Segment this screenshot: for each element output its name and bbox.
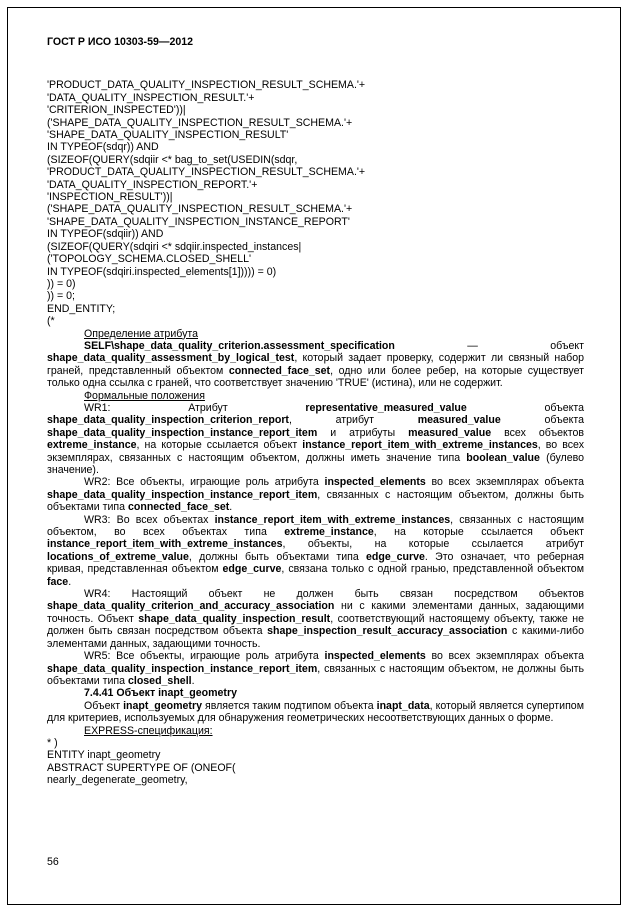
text-run: , связанных с настоящим объектом, во всех объектах типа [47, 513, 584, 539]
text-run: , должны быть объектами типа [188, 550, 367, 563]
express-code-top [47, 79, 584, 327]
term-bold: shape_data_quality_inspection_instance_report_item [47, 488, 318, 501]
text-run: , соответствующий настоящему объекту, также не должен быть связан посредством объекта [47, 612, 584, 638]
text-run: . [68, 575, 72, 588]
code-line: 'SHAPE_DATA_QUALITY_INSPECTION_INSTANCE_REPORT' [47, 215, 350, 228]
text-run: (булево значение). [47, 451, 584, 476]
text-run: , объекты, на которые ссылается атрибут [282, 538, 584, 551]
text-run: всех объектов [491, 426, 584, 439]
text-run: , который задает проверку, содержит ли связный набор граней, представленный объектом [47, 352, 584, 377]
text-run: объекта [500, 414, 584, 427]
text-run: во всех экземплярах объекта [425, 650, 584, 663]
code-line: ('TOPOLOGY_SCHEMA.CLOSED_SHELL' [47, 253, 252, 266]
page-content [47, 36, 584, 787]
code-line: * ) [47, 736, 58, 749]
term-bold: inapt_data [376, 699, 430, 712]
term-bold: instance_report_item_with_extreme_instances [302, 439, 538, 452]
page-number: 56 [47, 856, 59, 868]
doc-header: ГОСТ Р ИСО 10303-59—2012 [47, 36, 194, 48]
term-bold: locations_of_extreme_value [47, 550, 189, 563]
text-run: . Это означает, что реберная кривая, представленная объектом [47, 550, 584, 576]
text-run: , во всех экземплярах, связанных с настоящим объектом, должны иметь значение типа [47, 439, 585, 464]
attr-def-heading-text: Определение атрибута [84, 327, 199, 340]
term-bold: measured_value [417, 414, 501, 427]
text-run: ни с какими элементами данных, задающими точность. Объект [47, 600, 584, 625]
express-code-bottom [47, 737, 584, 787]
term-bold: connected_face_set [228, 364, 331, 377]
term-bold: edge_curve [222, 563, 282, 576]
formal-provisions-heading-text: Формальные положения [84, 389, 205, 402]
wr4-paragraph [47, 588, 584, 650]
section-7-4-41-heading: 7.4.41 Объект inapt_geometry [84, 687, 237, 700]
express-spec-heading-text: EXPRESS-спецификация: [84, 724, 213, 737]
text-run: с какими-либо элементами данных, задающими точность. [47, 625, 584, 650]
code-line: 'PRODUCT_DATA_QUALITY_INSPECTION_RESULT_SCHEMA.'+ [47, 166, 366, 179]
code-line: (* [47, 315, 55, 328]
text-run: , связанных с настоящим объектом, не должны быть объектами типа [47, 662, 584, 687]
text-run: во всех экземплярах объекта [425, 476, 584, 489]
code-line: ('SHAPE_DATA_QUALITY_INSPECTION_RESULT_SCHEMA.'+ [47, 116, 353, 129]
code-line: )) = 0; [47, 290, 75, 303]
code-line: END_ENTITY; [47, 302, 116, 315]
code-line: 'DATA_QUALITY_INSPECTION_REPORT.'+ [47, 178, 258, 191]
wr2-paragraph [47, 476, 584, 513]
term-bold: shape_data_quality_assessment_by_logical_test [47, 352, 295, 365]
term-bold: shape_data_quality_inspection_result [138, 612, 331, 625]
text-run: объекта [466, 401, 584, 414]
term-bold: closed_shell [127, 674, 192, 687]
code-line: IN TYPEOF(sdqiir)) AND [47, 228, 164, 241]
term-bold: boolean_value [466, 451, 540, 464]
text-run: , на которые ссылается объект [136, 439, 303, 452]
inapt-geometry-paragraph [47, 700, 584, 725]
text-run: WR1: Атрибут [84, 401, 306, 414]
term-bold: measured_value [408, 426, 492, 439]
text-run: WR3: Во всех объектах [84, 513, 215, 526]
text-run: Объект [84, 699, 124, 712]
code-line: ('SHAPE_DATA_QUALITY_INSPECTION_RESULT_SCHEMA.'+ [47, 203, 353, 216]
term-bold: shape_data_quality_inspection_instance_report_item [47, 662, 318, 675]
term-bold: SELF\shape_data_quality_criterion.assessment_specification [84, 339, 395, 352]
code-line: (SIZEOF(QUERY(sdqiri <* sdqiir.inspected_instances| [47, 240, 302, 253]
text-run: , атрибут [288, 414, 418, 427]
code-line: (SIZEOF(QUERY(sdqiir <* bag_to_set(USEDIN(sdqr, [47, 153, 298, 166]
code-line: IN TYPEOF(sdqiri.inspected_elements[1])))) = 0) [47, 265, 277, 278]
code-line: 'CRITERION_INSPECTED'))| [47, 104, 186, 117]
code-line: ENTITY inapt_geometry [47, 749, 161, 762]
code-line: 'PRODUCT_DATA_QUALITY_INSPECTION_RESULT_SCHEMA.'+ [47, 79, 366, 92]
text-run: WR5: Все объекты, играющие роль атрибута [84, 650, 325, 663]
text-run: и атрибуты [317, 426, 409, 439]
term-bold: inapt_geometry [123, 699, 202, 712]
text-run: WR4: Настоящий объект не должен быть связан посредством объектов [84, 588, 584, 601]
term-bold: shape_data_quality_criterion_and_accuracy_association [47, 600, 335, 613]
term-bold: edge_curve [366, 550, 425, 563]
attr-def-heading [47, 328, 584, 340]
term-bold: extreme_instance [47, 439, 137, 452]
term-bold: face [47, 575, 69, 588]
term-bold: inspected_elements [324, 476, 426, 489]
code-line: )) = 0) [47, 277, 76, 290]
text-run: является таким подтипом объекта [201, 699, 377, 712]
wr1-paragraph [47, 402, 584, 476]
term-bold: connected_face_set [127, 501, 230, 514]
text-run: . [229, 501, 233, 514]
formal-provisions-heading [47, 390, 584, 402]
code-line: 'DATA_QUALITY_INSPECTION_RESULT.'+ [47, 91, 255, 104]
term-bold: representative_measured_value [305, 401, 467, 414]
code-line: 'INSPECTION_RESULT'))| [47, 191, 173, 204]
code-line: nearly_degenerate_geometry, [47, 774, 188, 787]
text-run: WR2: Все объекты, играющие роль атрибута [84, 476, 325, 489]
code-line: IN TYPEOF(sdqr)) AND [47, 141, 159, 154]
term-bold: shape_data_quality_inspection_instance_report_item [47, 426, 318, 439]
text-run: , который является супертипом для критериев, используемых для обнаружения геометрических несоответствующих данных о форме. [47, 699, 584, 725]
wr3-paragraph [47, 514, 584, 588]
text-run: — объект [394, 339, 584, 352]
text-run: , на которые ссылается объект [373, 526, 584, 539]
text-run: , одно или более ребер, на которые существует только одна ссылка с граней, что соответствует значению 'TRUE' (истина), или не содержит. [47, 364, 584, 390]
text-run: , связанных с настоящим объектом, должны быть объектами типа [47, 488, 584, 514]
term-bold: shape_data_quality_inspection_criterion_report [47, 414, 289, 427]
attr-def-paragraph [47, 340, 584, 390]
code-line: ABSTRACT SUPERTYPE OF (ONEOF( [47, 761, 236, 774]
text-run: , связана только с одной гранью, представленной объектом [281, 563, 584, 576]
express-spec-heading [47, 725, 584, 737]
term-bold: inspected_elements [324, 650, 426, 663]
code-line: 'SHAPE_DATA_QUALITY_INSPECTION_RESULT' [47, 129, 289, 142]
wr5-paragraph [47, 650, 584, 687]
term-bold: extreme_instance [284, 526, 374, 539]
term-bold: shape_inspection_result_accuracy_association [267, 625, 508, 638]
term-bold: instance_report_item_with_extreme_instances [47, 538, 283, 551]
term-bold: instance_report_item_with_extreme_instances [214, 513, 451, 526]
text-run: . [191, 674, 195, 687]
